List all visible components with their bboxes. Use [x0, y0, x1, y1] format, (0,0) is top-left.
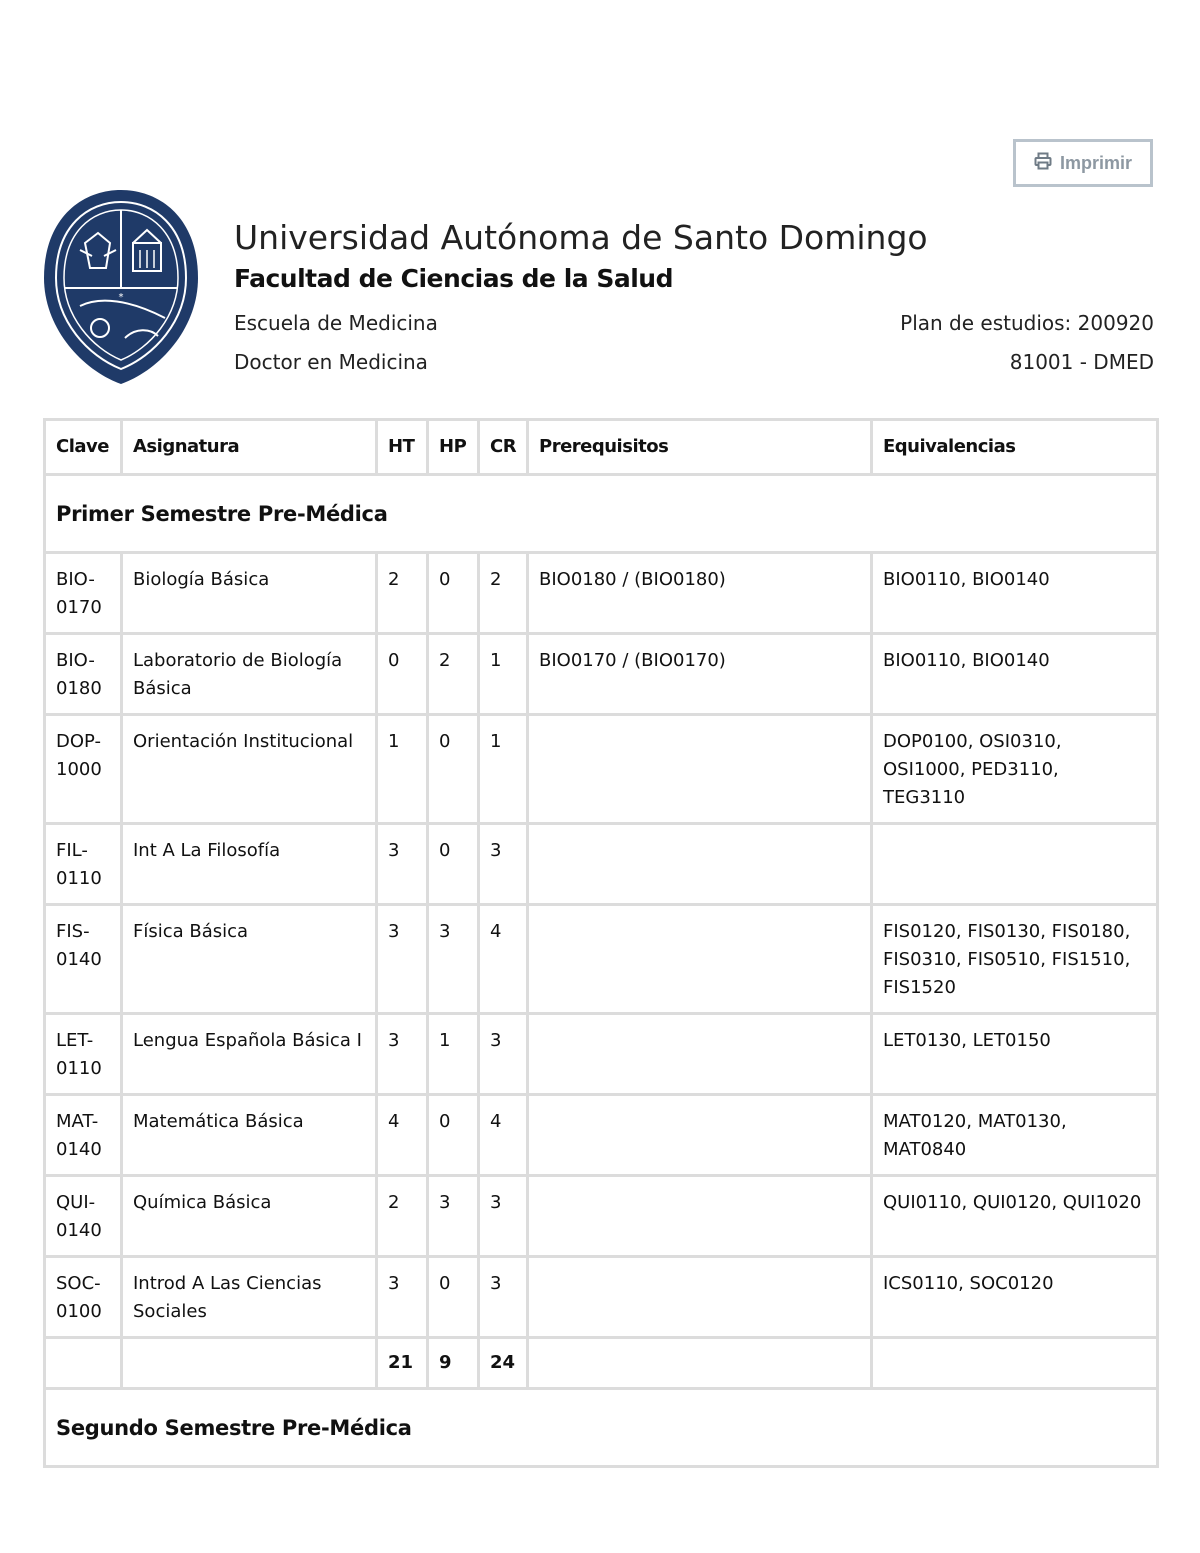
total-practice-hours: 9: [428, 1338, 479, 1389]
course-code-cell: BIO-0180: [45, 634, 122, 715]
print-button[interactable]: [1013, 139, 1153, 187]
prerequisites-cell: [528, 1176, 872, 1257]
course-name-cell: Química Básica: [122, 1176, 377, 1257]
table-row: [45, 715, 1158, 824]
theory-hours-cell: 4: [377, 1095, 428, 1176]
totals-empty-cell: [528, 1338, 872, 1389]
credits-cell: 3: [479, 824, 528, 905]
practice-hours-cell: 2: [428, 634, 479, 715]
table-row: [45, 1095, 1158, 1176]
course-name-cell: Física Básica: [122, 905, 377, 1014]
practice-hours-cell: 0: [428, 715, 479, 824]
equivalences-cell: ICS0110, SOC0120: [872, 1257, 1158, 1338]
table-row: [45, 1257, 1158, 1338]
prerequisites-cell: [528, 715, 872, 824]
theory-hours-cell: 3: [377, 824, 428, 905]
table-header-row: [45, 420, 1158, 475]
equivalences-cell: LET0130, LET0150: [872, 1014, 1158, 1095]
total-credits: 24: [479, 1338, 528, 1389]
credits-cell: 4: [479, 905, 528, 1014]
university-name: Universidad Autónoma de Santo Domingo: [234, 218, 928, 257]
course-name-cell: Orientación Institucional: [122, 715, 377, 824]
prerequisites-cell: [528, 1095, 872, 1176]
equivalences-cell: QUI0110, QUI0120, QUI1020: [872, 1176, 1158, 1257]
course-name-cell: Int A La Filosofía: [122, 824, 377, 905]
course-code-cell: LET-0110: [45, 1014, 122, 1095]
practice-hours-cell: 0: [428, 1257, 479, 1338]
table-body: [45, 475, 1158, 1467]
theory-hours-cell: 3: [377, 1257, 428, 1338]
section-row: [45, 1389, 1158, 1467]
practice-hours-cell: 0: [428, 553, 479, 634]
theory-hours-cell: 2: [377, 1176, 428, 1257]
course-name-cell: Laboratorio de Biología Básica: [122, 634, 377, 715]
section-title: Segundo Semestre Pre-Médica: [45, 1389, 1158, 1467]
equivalences-cell: FIS0120, FIS0130, FIS0180, FIS0310, FIS0510, FIS1510, FIS1520: [872, 905, 1158, 1014]
degree-name: Doctor en Medicina: [234, 350, 428, 374]
svg-text:*: *: [118, 292, 124, 303]
theory-hours-cell: 0: [377, 634, 428, 715]
totals-empty-cell: [45, 1338, 122, 1389]
column-header-clave: Clave: [45, 420, 122, 475]
credits-cell: 1: [479, 715, 528, 824]
theory-hours-cell: 2: [377, 553, 428, 634]
column-header-asignatura: Asignatura: [122, 420, 377, 475]
equivalences-cell: BIO0110, BIO0140: [872, 634, 1158, 715]
column-header-equivalencias: Equivalencias: [872, 420, 1158, 475]
equivalences-cell: DOP0100, OSI0310, OSI1000, PED3110, TEG3110: [872, 715, 1158, 824]
column-header-ht: HT: [377, 420, 428, 475]
prerequisites-cell: BIO0170 / (BIO0170): [528, 634, 872, 715]
program-code: 81001 - DMED: [1009, 350, 1154, 374]
practice-hours-cell: 0: [428, 1095, 479, 1176]
table-row: [45, 824, 1158, 905]
table-row: [45, 553, 1158, 634]
course-code-cell: DOP-1000: [45, 715, 122, 824]
printer-icon: [1034, 152, 1052, 175]
practice-hours-cell: 3: [428, 1176, 479, 1257]
theory-hours-cell: 3: [377, 1014, 428, 1095]
table-row: [45, 1014, 1158, 1095]
course-name-cell: Biología Básica: [122, 553, 377, 634]
prerequisites-cell: [528, 1014, 872, 1095]
prerequisites-cell: [528, 1257, 872, 1338]
prerequisites-cell: [528, 824, 872, 905]
credits-cell: 3: [479, 1176, 528, 1257]
prerequisites-cell: [528, 905, 872, 1014]
study-plan: Plan de estudios: 200920: [900, 311, 1154, 335]
university-seal-logo: [40, 188, 202, 385]
equivalences-cell: BIO0110, BIO0140: [872, 553, 1158, 634]
totals-row: [45, 1338, 1158, 1389]
equivalences-cell: MAT0120, MAT0130, MAT0840: [872, 1095, 1158, 1176]
curriculum-table: [43, 418, 1159, 1468]
section-title: Primer Semestre Pre-Médica: [45, 475, 1158, 553]
total-theory-hours: 21: [377, 1338, 428, 1389]
school-name: Escuela de Medicina: [234, 311, 438, 335]
theory-hours-cell: 1: [377, 715, 428, 824]
practice-hours-cell: 0: [428, 824, 479, 905]
course-code-cell: FIS-0140: [45, 905, 122, 1014]
credits-cell: 4: [479, 1095, 528, 1176]
print-button-label: Imprimir: [1059, 152, 1133, 173]
totals-empty-cell: [872, 1338, 1158, 1389]
column-header-prerequisitos: Prerequisitos: [528, 420, 872, 475]
course-code-cell: BIO-0170: [45, 553, 122, 634]
credits-cell: 2: [479, 553, 528, 634]
course-name-cell: Matemática Básica: [122, 1095, 377, 1176]
equivalences-cell: [872, 824, 1158, 905]
column-header-hp: HP: [428, 420, 479, 475]
faculty-name: Facultad de Ciencias de la Salud: [234, 264, 673, 293]
practice-hours-cell: 3: [428, 905, 479, 1014]
course-name-cell: Introd A Las Ciencias Sociales: [122, 1257, 377, 1338]
totals-empty-cell: [122, 1338, 377, 1389]
course-code-cell: MAT-0140: [45, 1095, 122, 1176]
table-row: [45, 905, 1158, 1014]
column-header-cr: CR: [479, 420, 528, 475]
credits-cell: 3: [479, 1014, 528, 1095]
practice-hours-cell: 1: [428, 1014, 479, 1095]
course-code-cell: FIL-0110: [45, 824, 122, 905]
credits-cell: 1: [479, 634, 528, 715]
course-name-cell: Lengua Española Básica I: [122, 1014, 377, 1095]
theory-hours-cell: 3: [377, 905, 428, 1014]
course-code-cell: SOC-0100: [45, 1257, 122, 1338]
course-code-cell: QUI-0140: [45, 1176, 122, 1257]
prerequisites-cell: BIO0180 / (BIO0180): [528, 553, 872, 634]
table-row: [45, 634, 1158, 715]
credits-cell: 3: [479, 1257, 528, 1338]
table-row: [45, 1176, 1158, 1257]
section-row: [45, 475, 1158, 553]
